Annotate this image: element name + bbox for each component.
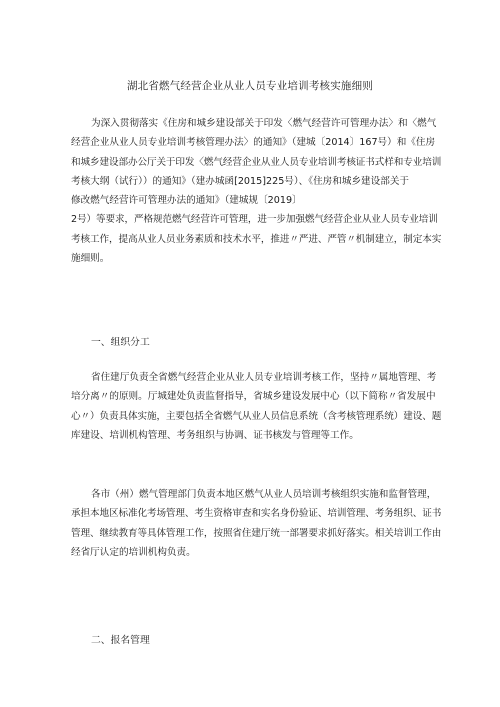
- intro-line: 2号）等要求，严格规范燃气经营许可管理，进一步加强燃气经营企业从业人员专业培训: [71, 214, 438, 226]
- intro-line: 施细则。: [71, 253, 110, 265]
- section1-line: 承担本地区标准化考场管理、考生资格审查和实名身份验证、培训管理、考务组织、证书: [71, 508, 442, 520]
- intro-paragraph: [71, 114, 441, 268]
- section1-line: 省住建厅负责全省燃气经营企业从业人员专业培训考核工作，坚持〃属地管理、考: [91, 372, 437, 383]
- section1-line: 管理、继续教育等具体管理工作，按照省住建厅统一部署要求抓好落实。相关培训工作由: [71, 527, 442, 539]
- intro-line: 为深入贯彻落实《住房和城乡建设部关于印发〈燃气经营许可管理办法〉和〈燃气: [91, 118, 437, 129]
- section1-paragraph-2: [71, 485, 441, 562]
- section1-line: 培分离〃的原则。厅城建处负责监督指导，省城乡建设发展中心（以下简称〃省发展中: [71, 391, 436, 403]
- section1-line: 库建设、培训机构管理、考务组织与协调、证书核发与管理等工作。: [71, 429, 359, 441]
- section1-line: 各市（州）燃气管理部门负责本地区燃气从业人员培训考核组织实施和监督管理，: [91, 489, 437, 500]
- section1-paragraph-1: [71, 368, 441, 445]
- document-title: 湖北省燃气经营企业从业人员专业培训考核实施细则: [126, 80, 374, 92]
- section1-line: 经省厅认定的培训机构负责。: [71, 546, 196, 558]
- intro-line: 考核工作，提高从业人员业务素质和技术水平，推进〃严进、严管〃机制建立，制定本实: [71, 233, 442, 245]
- section-heading-registration: 二、报名管理: [91, 635, 150, 646]
- intro-line: 修改燃气经营许可管理办法的通知》（建城规〔2019〕: [71, 195, 302, 207]
- section1-line: 心〃）负责具体实施，主要包括全省燃气从业人员信息系统（含考核管理系统）建设、题: [71, 410, 442, 422]
- intro-line: 考核大纲（试行））的通知》（建办城函[2015]225号）、《住房和城乡建设部关于: [71, 175, 410, 187]
- section-heading-organization: 一、组织分工: [91, 337, 150, 348]
- intro-line: 和城乡建设部办公厅关于印发〈燃气经营企业从业人员专业培训考核证书式样和专业培训: [71, 156, 442, 168]
- intro-line: 经营企业从业人员专业培训考核管理办法〉的通知》（建城〔2014〕167号）和《住房: [71, 137, 436, 149]
